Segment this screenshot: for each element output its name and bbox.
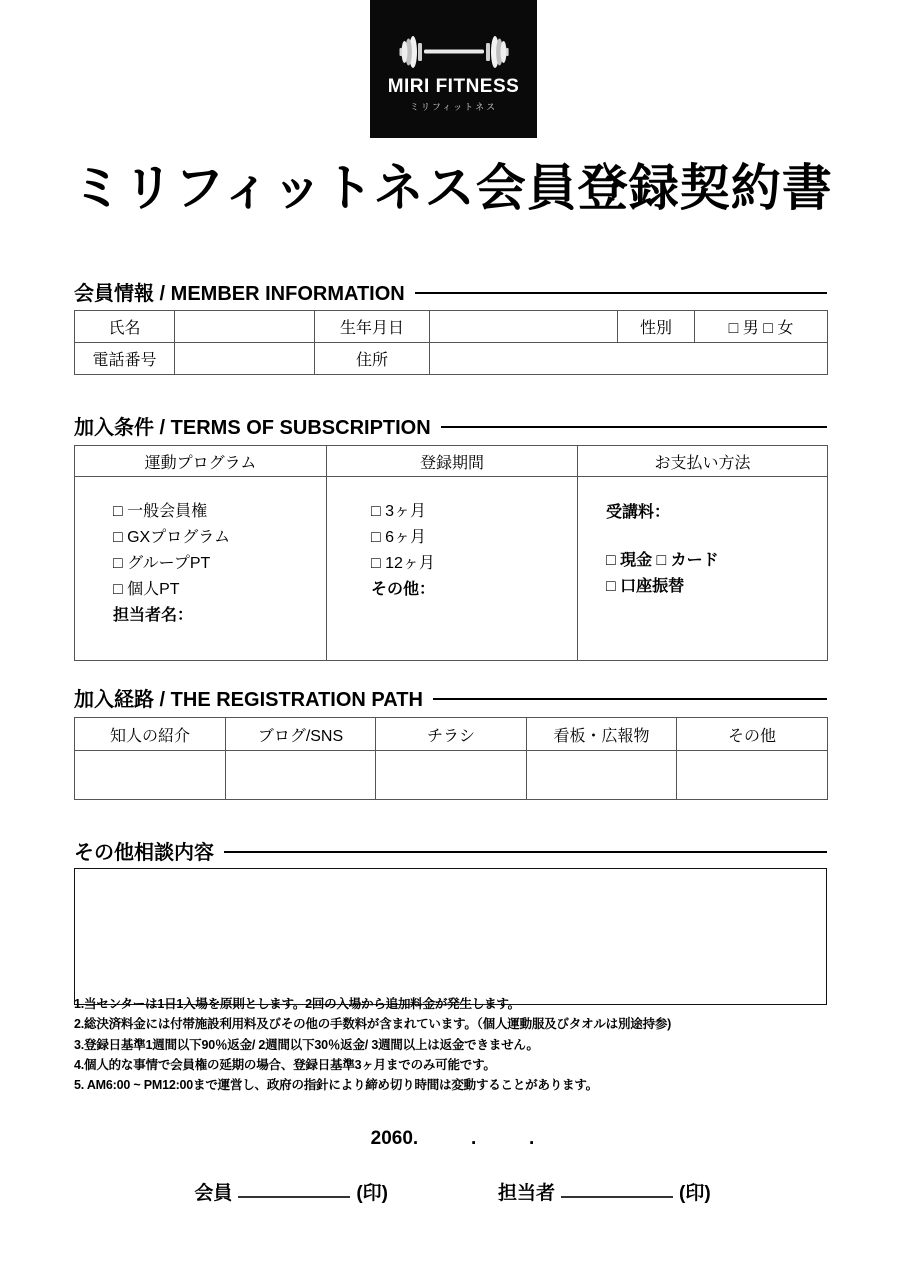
section-header-memo: [74, 836, 827, 865]
input-path-other[interactable]: [677, 751, 828, 800]
signature-date[interactable]: 2060. . .: [370, 1128, 535, 1149]
table-row: [75, 477, 828, 661]
section-header-member-label: 会員情報 / MEMBER INFORMATION: [74, 283, 405, 305]
section-header-path-label: 加入経路 / THE REGISTRATION PATH: [74, 689, 423, 711]
section-header-terms: [74, 411, 827, 440]
logo-name: MIRI FITNESS: [387, 75, 520, 97]
column-header-other: その他: [677, 718, 828, 751]
section-rule: [224, 851, 827, 853]
input-phone-number[interactable]: [175, 343, 315, 375]
column-header-period: 登録期間: [327, 446, 578, 477]
terms-notes-list: [74, 994, 864, 1095]
program-options-cell: [75, 477, 327, 661]
staff-signature-block: [498, 1178, 711, 1205]
note-item: 5. AM6:00 ~ PM12:00まで運営し、政府の指針により締め切り時間は変動することがあります。: [74, 1078, 598, 1092]
other-consultation-textarea[interactable]: [74, 868, 827, 1005]
input-path-signage[interactable]: [527, 751, 677, 800]
column-header-payment: お支払い方法: [578, 446, 828, 477]
brand-logo: [370, 0, 537, 138]
input-path-flyer[interactable]: [376, 751, 527, 800]
section-rule: [415, 292, 827, 294]
terms-of-subscription-table: [74, 445, 828, 661]
staff-signature-label: 担当者: [498, 1183, 556, 1204]
page-title: ミリフィットネス会員登録契約書: [72, 160, 833, 216]
column-header-flyer: チラシ: [376, 718, 527, 751]
input-path-blog-sns[interactable]: [226, 751, 376, 800]
registration-path-table: [74, 717, 828, 800]
member-seal-label: (印): [356, 1183, 388, 1204]
logo-kana: ミリフィットネス: [409, 102, 498, 113]
label-period-other[interactable]: その他：: [371, 580, 436, 598]
note-item: 2.総決済料金には付帯施設利用料及びその他の手数料が含まれています。（個人運動服及びタオルは別途持参): [74, 1017, 672, 1032]
section-header-path: [74, 683, 827, 712]
table-header-row: [75, 446, 828, 477]
label-full-name: 氏名: [75, 311, 175, 343]
label-staff-name[interactable]: 担当者名：: [113, 606, 194, 624]
checkbox-program-group-pt[interactable]: □ グループPT: [113, 554, 211, 572]
checkbox-period-6-months[interactable]: □ 6ヶ月: [371, 528, 427, 546]
payment-options-cell: [578, 477, 828, 661]
section-rule: [441, 426, 827, 428]
label-phone-number: 電話番号: [75, 343, 175, 375]
note-item: 3.登録日基準1週間以下90％返金/ 2週間以下30％返金/ 3週間以上は返金できません。: [74, 1037, 539, 1052]
note-item: 1.当センターは1日1入場を原則とします。2回の入場から追加料金が発生します。: [74, 997, 520, 1011]
label-birthdate: 生年月日: [315, 311, 430, 343]
section-rule: [433, 698, 827, 700]
checkbox-period-12-months[interactable]: □ 12ヶ月: [371, 554, 435, 572]
input-path-referral[interactable]: [75, 751, 226, 800]
checkbox-period-3-months[interactable]: □ 3ヶ月: [371, 503, 427, 520]
table-row: [75, 311, 828, 343]
period-options-cell: [327, 477, 578, 661]
member-signature-block: [194, 1178, 388, 1205]
member-signature-line[interactable]: [238, 1196, 350, 1198]
section-header-terms-label: 加入条件 / TERMS OF SUBSCRIPTION: [74, 417, 431, 439]
table-header-row: [75, 718, 828, 751]
input-address[interactable]: [430, 343, 828, 375]
label-tuition-fee[interactable]: 受講料：: [606, 504, 671, 521]
column-header-signage: 看板・広報物: [527, 718, 677, 751]
checkbox-payment-cash-card[interactable]: □ 現金 □ カード: [606, 552, 719, 569]
barbell-icon: [394, 29, 514, 75]
column-header-referral: 知人の紹介: [75, 718, 226, 751]
checkbox-program-gx[interactable]: □ GXプログラム: [113, 528, 231, 546]
staff-signature-line[interactable]: [561, 1196, 673, 1198]
member-signature-label: 会員: [194, 1183, 233, 1204]
label-address: 住所: [315, 343, 430, 375]
input-full-name[interactable]: [175, 311, 315, 343]
checkbox-program-personal-pt[interactable]: □ 個人PT: [113, 580, 180, 598]
label-gender: 性別: [618, 311, 695, 343]
checkbox-payment-bank-transfer[interactable]: □ 口座振替: [606, 577, 685, 595]
column-header-blog-sns: ブログ/SNS: [226, 718, 376, 751]
member-information-table: [74, 310, 828, 375]
section-header-member: [74, 277, 827, 306]
note-item: 4.個人的な事情で会員権の延期の場合、登録日基準3ヶ月までのみ可能です。: [74, 1057, 496, 1072]
checkbox-program-general[interactable]: □ 一般会員権: [113, 503, 208, 520]
table-row: [75, 751, 828, 800]
section-header-memo-label: その他相談内容: [74, 842, 214, 864]
gender-checkbox-group[interactable]: □ 男 □ 女: [695, 311, 828, 343]
column-header-program: 運動プログラム: [75, 446, 327, 477]
table-row: [75, 343, 828, 375]
input-birthdate[interactable]: [430, 311, 618, 343]
signature-row: [0, 1178, 905, 1205]
staff-seal-label: (印): [679, 1183, 711, 1204]
